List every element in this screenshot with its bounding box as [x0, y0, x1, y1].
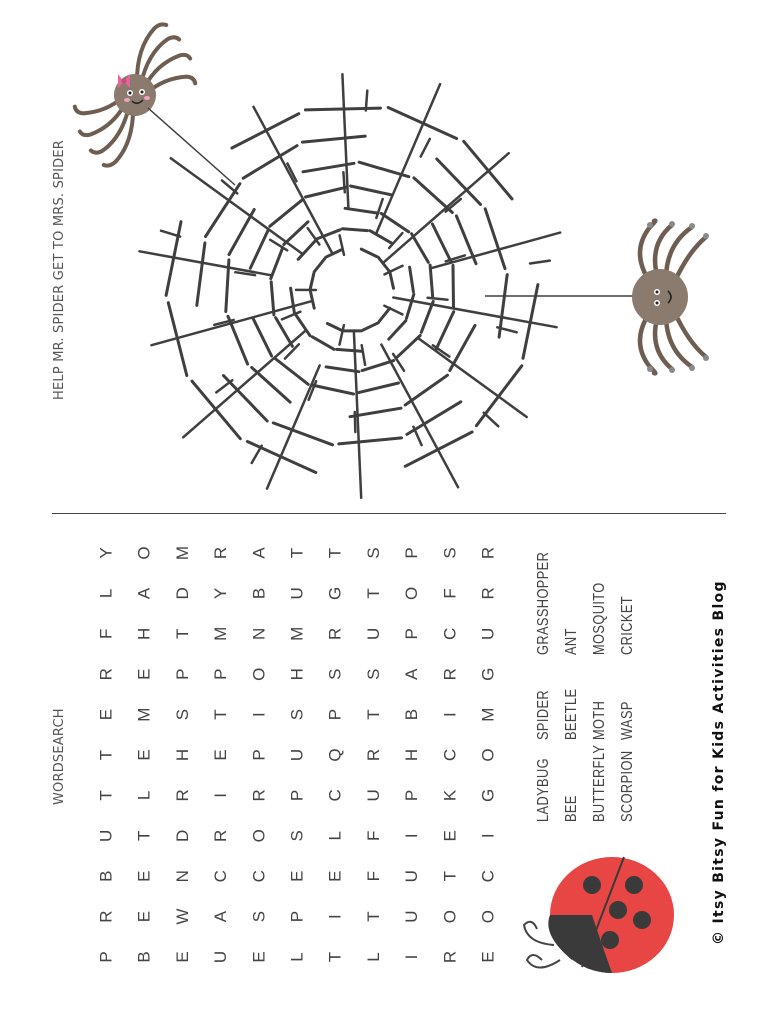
- grid-letter[interactable]: E: [134, 668, 154, 680]
- grid-letter[interactable]: I: [402, 833, 422, 839]
- ladybug-icon: [524, 857, 674, 973]
- grid-letter[interactable]: C: [440, 627, 460, 640]
- word-list-item: CRICKET: [619, 596, 636, 655]
- grid-letter[interactable]: P: [211, 668, 231, 680]
- grid-letter[interactable]: O: [478, 909, 498, 924]
- grid-letter[interactable]: M: [478, 707, 498, 722]
- grid-letter[interactable]: U: [402, 870, 422, 883]
- grid-letter[interactable]: I: [249, 712, 269, 717]
- grid-letter[interactable]: A: [402, 668, 422, 680]
- grid-letter[interactable]: Y: [211, 587, 231, 600]
- grid-letter[interactable]: U: [363, 627, 383, 640]
- grid-letter[interactable]: P: [287, 789, 307, 802]
- word-list-item: SCORPION: [619, 750, 636, 822]
- grid-letter[interactable]: E: [325, 870, 345, 882]
- grid-letter[interactable]: B: [249, 587, 269, 600]
- grid-letter[interactable]: C: [440, 748, 460, 762]
- grid-letter[interactable]: T: [363, 911, 383, 922]
- word-list-item: SPIDER: [535, 689, 552, 740]
- grid-letter[interactable]: E: [96, 708, 116, 721]
- word-list-item: MOTH: [591, 700, 608, 740]
- grid-letter[interactable]: T: [325, 951, 345, 963]
- letter-grid: [97, 546, 498, 963]
- grid-letter[interactable]: Y: [96, 547, 116, 559]
- grid-letter[interactable]: P: [402, 547, 422, 559]
- grid-letter[interactable]: O: [249, 667, 269, 681]
- footer-credit: © Itsy Bitsy Fun for Kids Activities Blog: [711, 580, 727, 945]
- grid-letter[interactable]: R: [96, 668, 116, 681]
- grid-letter[interactable]: F: [363, 871, 383, 882]
- grid-letter[interactable]: R: [211, 829, 231, 842]
- grid-letter[interactable]: R: [211, 546, 231, 560]
- grid-letter[interactable]: U: [211, 950, 231, 964]
- grid-letter[interactable]: R: [478, 587, 498, 600]
- grid-letter[interactable]: T: [440, 871, 460, 882]
- grid-letter[interactable]: T: [96, 790, 116, 801]
- grid-letter[interactable]: O: [440, 909, 460, 924]
- grid-letter[interactable]: E: [134, 910, 154, 923]
- grid-letter[interactable]: P: [325, 708, 345, 721]
- grid-letter[interactable]: A: [211, 910, 231, 923]
- grid-letter[interactable]: F: [440, 588, 460, 599]
- grid-letter[interactable]: S: [325, 668, 345, 680]
- grid-letter[interactable]: O: [478, 748, 498, 762]
- word-list-item: LADYBUG: [535, 758, 552, 822]
- grid-letter[interactable]: R: [440, 668, 460, 681]
- grid-letter[interactable]: E: [440, 830, 460, 842]
- grid-letter[interactable]: R: [96, 910, 116, 923]
- grid-letter[interactable]: E: [249, 951, 269, 963]
- grid-letter[interactable]: I: [478, 833, 498, 839]
- grid-letter[interactable]: M: [211, 626, 231, 641]
- grid-letter[interactable]: U: [478, 627, 498, 640]
- grid-letter[interactable]: R: [478, 546, 498, 560]
- grid-letter[interactable]: S: [287, 708, 307, 721]
- word-list-item: ANT: [563, 628, 580, 655]
- grid-letter[interactable]: S: [440, 547, 460, 559]
- grid-letter[interactable]: P: [172, 668, 192, 680]
- grid-letter[interactable]: T: [363, 709, 383, 720]
- grid-letter[interactable]: P: [287, 910, 307, 923]
- grid-letter[interactable]: C: [211, 870, 231, 883]
- word-list-item: BEE: [563, 795, 580, 822]
- grid-letter[interactable]: K: [440, 789, 460, 802]
- grid-letter[interactable]: A: [249, 547, 269, 559]
- grid-letter[interactable]: M: [287, 626, 307, 641]
- grid-letter[interactable]: B: [96, 870, 116, 882]
- grid-letter[interactable]: L: [287, 952, 307, 962]
- grid-letter[interactable]: M: [134, 707, 154, 722]
- grid-letter[interactable]: O: [402, 586, 422, 601]
- grid-letter[interactable]: T: [211, 709, 231, 720]
- grid-letter[interactable]: Q: [325, 748, 345, 762]
- grid-letter[interactable]: T: [325, 547, 345, 559]
- grid-letter[interactable]: U: [402, 910, 422, 923]
- grid-letter[interactable]: R: [249, 789, 269, 802]
- grid-letter[interactable]: G: [325, 586, 345, 601]
- grid-letter[interactable]: G: [478, 788, 498, 803]
- grid-letter[interactable]: L: [363, 952, 383, 962]
- grid-letter[interactable]: L: [96, 588, 116, 599]
- grid-letter[interactable]: E: [211, 749, 231, 761]
- grid-letter[interactable]: E: [172, 951, 192, 963]
- grid-letter[interactable]: E: [287, 870, 307, 882]
- grid-letter[interactable]: H: [287, 668, 307, 681]
- grid-letter[interactable]: S: [172, 708, 192, 721]
- word-list-item: BEETLE: [563, 688, 580, 740]
- grid-letter[interactable]: E: [134, 749, 154, 761]
- grid-letter[interactable]: D: [172, 587, 192, 600]
- grid-letter[interactable]: L: [325, 831, 345, 841]
- grid-letter[interactable]: N: [172, 870, 192, 883]
- grid-letter[interactable]: F: [96, 628, 116, 639]
- grid-letter[interactable]: P: [402, 628, 422, 640]
- grid-letter[interactable]: M: [172, 545, 192, 561]
- grid-letter[interactable]: I: [440, 712, 460, 717]
- grid-letter[interactable]: U: [287, 587, 307, 600]
- grid-letter[interactable]: H: [402, 748, 422, 762]
- grid-letter[interactable]: B: [402, 708, 422, 721]
- grid-letter[interactable]: R: [325, 627, 345, 640]
- grid-letter[interactable]: F: [363, 830, 383, 841]
- grid-letter[interactable]: O: [249, 829, 269, 843]
- grid-letter[interactable]: D: [172, 829, 192, 842]
- grid-letter[interactable]: I: [402, 954, 422, 960]
- grid-letter[interactable]: W: [172, 908, 192, 925]
- grid-letter[interactable]: P: [96, 951, 116, 963]
- grid-letter[interactable]: T: [96, 749, 116, 761]
- grid-letter[interactable]: N: [249, 627, 269, 640]
- grid-letter[interactable]: G: [478, 667, 498, 681]
- grid-letter[interactable]: R: [363, 748, 383, 762]
- grid-letter[interactable]: S: [249, 910, 269, 923]
- grid-letter[interactable]: L: [134, 790, 154, 801]
- grid-letter[interactable]: A: [134, 587, 154, 600]
- word-list-item: MOSQUITO: [591, 582, 608, 655]
- grid-letter[interactable]: I: [211, 793, 231, 798]
- grid-letter[interactable]: R: [440, 950, 460, 964]
- grid-letter[interactable]: R: [172, 789, 192, 802]
- grid-letter[interactable]: U: [287, 748, 307, 762]
- grid-letter[interactable]: E: [134, 870, 154, 882]
- grid-letter[interactable]: C: [249, 870, 269, 883]
- grid-letter[interactable]: I: [325, 914, 345, 919]
- grid-letter[interactable]: C: [478, 870, 498, 883]
- maze-instruction: HELP MR. SPIDER GET TO MRS. SPIDER: [52, 140, 67, 400]
- grid-letter[interactable]: H: [134, 627, 154, 640]
- grid-letter[interactable]: H: [172, 748, 192, 762]
- grid-letter[interactable]: T: [287, 547, 307, 559]
- word-list-item: WASP: [619, 701, 636, 740]
- grid-letter[interactable]: C: [325, 789, 345, 802]
- grid-letter[interactable]: T: [363, 588, 383, 599]
- grid-letter[interactable]: S: [363, 547, 383, 559]
- grid-letter[interactable]: P: [249, 749, 269, 761]
- grid-letter[interactable]: E: [478, 951, 498, 963]
- grid-letter[interactable]: P: [402, 789, 422, 802]
- grid-letter[interactable]: U: [363, 789, 383, 802]
- grid-letter[interactable]: O: [134, 546, 154, 560]
- grid-letter[interactable]: S: [287, 830, 307, 842]
- grid-letter[interactable]: S: [363, 668, 383, 680]
- grid-letter[interactable]: U: [96, 829, 116, 842]
- word-list-item: BUTTERFLY: [591, 744, 608, 822]
- grid-letter[interactable]: T: [134, 830, 154, 841]
- grid-letter[interactable]: T: [172, 628, 192, 639]
- wordsearch-title: WORDSEARCH: [52, 708, 67, 805]
- grid-letter[interactable]: B: [134, 951, 154, 963]
- word-list-item: GRASSHOPPER: [535, 551, 552, 655]
